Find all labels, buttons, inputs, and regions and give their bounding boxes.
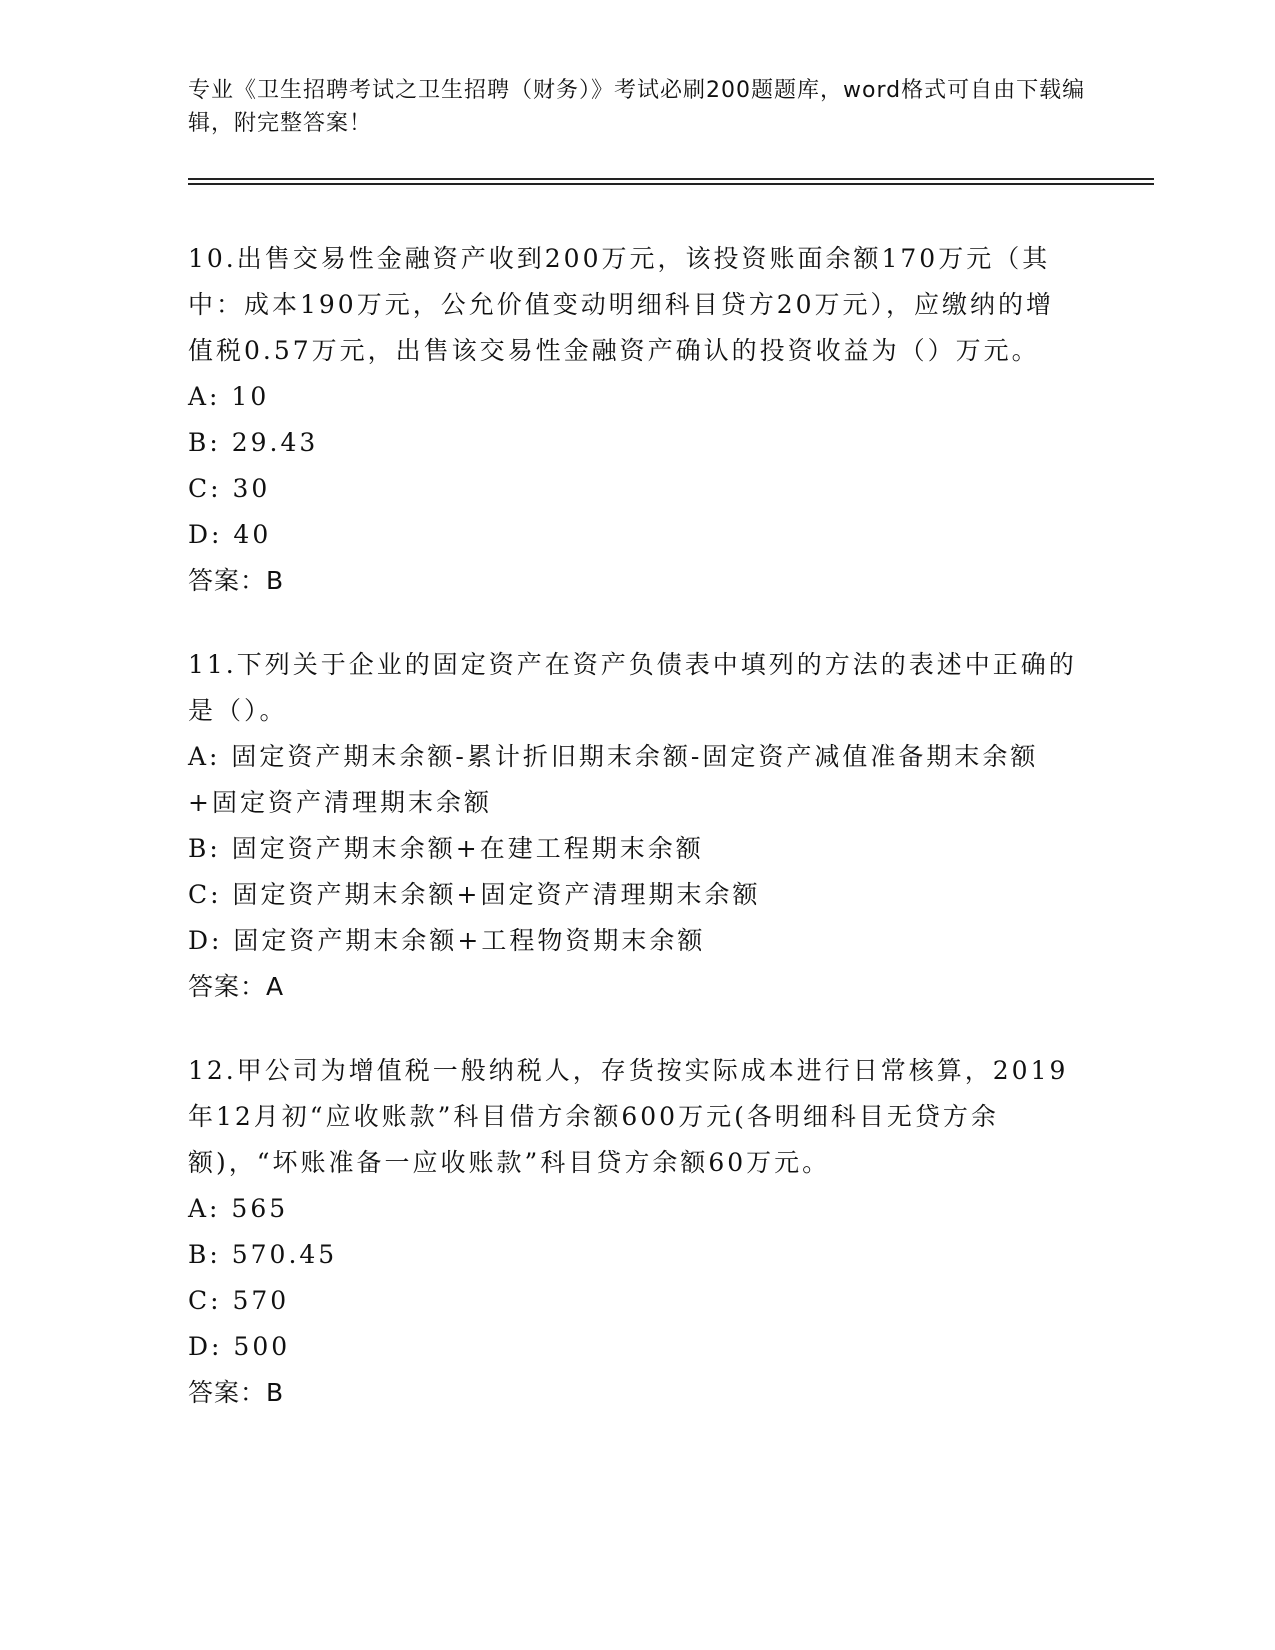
header-divider-bottom [188,183,1154,185]
question-stem: 11.下列关于企业的固定资产在资产负债表中填列的方法的表述中正确的是（）。 [188,650,1077,725]
option-d: D: 500 [188,1332,291,1361]
option-a: A: 固定资产期末余额-累计折旧期末余额-固定资产减值准备期末余额+固定资产清理期末余额 [188,742,1039,817]
question-stem: 10.出售交易性金融资产收到200万元，该投资账面余额170万元（其中：成本190万元，公允价值变动明细科目贷方20万元），应缴纳的增值税0.57万元，出售该交易性金融资产确认的投资收益为（）万元。 [188,244,1055,365]
header-divider-top [188,178,1154,180]
option-c: C: 570 [188,1286,290,1315]
option-d: D: 固定资产期末余额+工程物资期末余额 [188,926,706,955]
question-list [188,236,1078,1454]
option-b: B: 固定资产期末余额+在建工程期末余额 [188,834,704,863]
option-c: C: 固定资产期末余额+固定资产清理期末余额 [188,880,761,909]
document-header: 专业《卫生招聘考试之卫生招聘（财务）》考试必刷200题题库，word格式可自由下载编辑，附完整答案！ [188,78,1086,136]
answer-line: 答案：A [188,972,285,1001]
option-a: A: 565 [188,1194,289,1223]
option-a: A: 10 [188,382,270,411]
question-stem: 12.甲公司为增值税一般纳税人，存货按实际成本进行日常核算，2019年12月初“应收账款”科目借方余额600万元(各明细科目无贷方余额)，“坏账准备一应收账款”科目贷方余额60万元。 [188,1056,1069,1177]
question-10 [188,236,1078,604]
question-11 [188,642,1078,1010]
option-b: B: 570.45 [188,1240,338,1269]
answer-line: 答案：B [188,566,285,595]
question-12 [188,1048,1078,1416]
option-d: D: 40 [188,520,272,549]
answer-line: 答案：B [188,1378,285,1407]
option-b: B: 29.43 [188,428,319,457]
option-c: C: 30 [188,474,271,503]
